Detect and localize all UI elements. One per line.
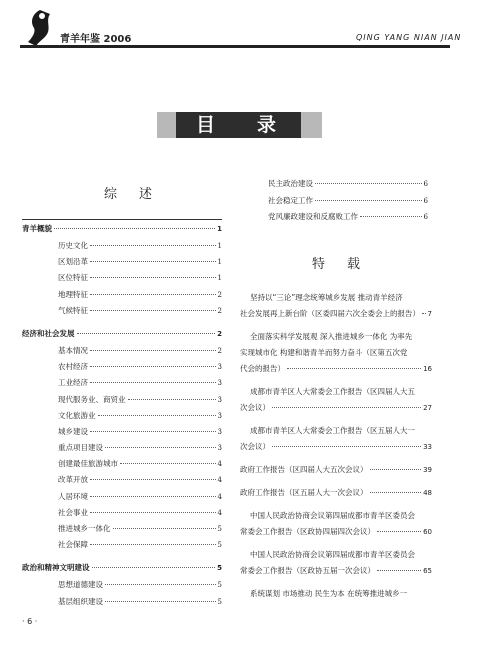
toc-item xyxy=(248,178,428,195)
toc-label: 社会稳定工作 xyxy=(268,195,313,205)
toc-label: 气候特征 xyxy=(58,305,88,315)
page-ref: 33 xyxy=(423,443,432,451)
feature-line: 中国人民政治协商会议第四届成都市青羊区委员会 xyxy=(250,511,415,520)
feature-line xyxy=(240,524,432,540)
toc-label: 社会保障 xyxy=(58,540,88,550)
toc-item xyxy=(22,394,222,410)
toc-label: 经济和社会发展 xyxy=(22,328,75,338)
leader-dots xyxy=(92,567,216,568)
toc-label: 工业经济 xyxy=(58,378,88,388)
leader-dots xyxy=(90,350,216,351)
feature-line: 全面落实科学发展观 深入推进城乡一体化 为率先 xyxy=(250,332,413,341)
feature-line: 系统谋划 市场推动 民生为本 在统筹推进城乡一 xyxy=(250,589,408,598)
yearbook-logo-icon xyxy=(22,8,58,48)
toc-label: 社会事业 xyxy=(58,507,88,517)
leader-dots xyxy=(272,446,421,447)
feature-entry xyxy=(240,485,432,501)
feature-line: 成都市青羊区人大常委会工作报告（区四届人大五 xyxy=(250,387,415,396)
toc-label: 次会议） xyxy=(240,403,270,412)
header-pinyin: QING YANG NIAN JIAN xyxy=(356,33,462,42)
leader-dots xyxy=(287,368,421,369)
toc-label: 文化旅游业 xyxy=(58,410,96,420)
toc-label: 人居环境 xyxy=(58,491,88,501)
toc-label: 基层组织建设 xyxy=(58,596,103,606)
leader-dots xyxy=(120,463,216,464)
toc-item xyxy=(22,579,222,595)
page-ref: 4 xyxy=(217,476,222,485)
toc-category xyxy=(22,562,222,579)
toc-item xyxy=(22,361,222,377)
section-title-overview: 综述 xyxy=(104,187,175,202)
page-ref: 2 xyxy=(217,346,222,355)
toc-label: 党风廉政建设和反腐败工作 xyxy=(268,212,358,221)
toc-label: 地理特征 xyxy=(58,289,88,299)
leader-dots xyxy=(90,479,216,480)
leader-dots xyxy=(105,447,216,448)
feature-line xyxy=(240,400,432,416)
page-ref: 39 xyxy=(423,466,432,474)
page-ref: 2 xyxy=(217,329,222,338)
toc-label: 社会发展再上新台阶（区委四届六次全委会上的报告） xyxy=(240,309,420,318)
page-ref: 4 xyxy=(217,508,222,517)
leader-dots xyxy=(98,415,216,416)
toc-item xyxy=(22,491,222,507)
leader-dots xyxy=(90,245,216,246)
page-ref: 5 xyxy=(217,581,222,590)
page-ref: 3 xyxy=(217,444,222,453)
feature-line: 成都市青羊区人大常委会工作报告（区五届人大一 xyxy=(250,426,415,435)
toc-item xyxy=(22,305,222,321)
page-ref: 1 xyxy=(217,242,222,250)
toc-label: 改革开放 xyxy=(58,475,88,485)
page-ref: 5 xyxy=(217,597,222,606)
feature-line xyxy=(240,462,432,478)
leader-dots xyxy=(315,183,422,184)
toc-label: 代会的报告） xyxy=(240,364,285,373)
toc-item xyxy=(22,442,222,458)
leader-dots xyxy=(315,200,422,201)
toc-item xyxy=(22,410,222,426)
toc-item xyxy=(22,272,222,288)
leader-dots xyxy=(90,512,216,513)
leader-dots xyxy=(272,407,421,408)
page-ref: 2 xyxy=(217,306,222,315)
page-ref: 3 xyxy=(217,395,222,404)
leader-dots xyxy=(90,261,216,262)
toc-category xyxy=(22,223,222,240)
toc-item xyxy=(22,474,222,490)
toc-item xyxy=(22,507,222,523)
feature-line: 坚持以“三论”理念统筹城乡发展 推动青羊经济 xyxy=(250,293,403,302)
leader-dots xyxy=(377,570,421,571)
toc-item xyxy=(22,458,222,474)
header-title: 青羊年鉴 2006 xyxy=(60,34,132,45)
feature-entry xyxy=(240,329,432,377)
leader-dots xyxy=(422,313,426,314)
leader-dots xyxy=(77,333,216,334)
toc-label: 创建最佳旅游城市 xyxy=(58,459,118,469)
feature-entry xyxy=(240,462,432,478)
toc-label: 政府工作报告（区五届人大一次会议） xyxy=(240,488,368,497)
toc-label: 推进城乡一体化 xyxy=(58,524,111,533)
toc-label: 常委会工作报告（区政协四届四次会议） xyxy=(240,527,375,536)
page-ref: 48 xyxy=(423,489,432,497)
page-ref: 7 xyxy=(427,310,432,318)
feature-line xyxy=(240,306,432,322)
page-ref: 2 xyxy=(217,290,222,299)
toc-item xyxy=(22,523,222,539)
page-ref: 4 xyxy=(217,492,222,501)
leader-dots xyxy=(54,228,215,229)
page-ref: 6 xyxy=(423,213,428,221)
toc-label: 青羊概貌 xyxy=(22,224,52,233)
page-ref: 5 xyxy=(217,525,222,533)
page-ref: 27 xyxy=(423,404,432,412)
leader-dots xyxy=(128,399,216,400)
toc-label: 常委会工作报告（区政协五届一次会议） xyxy=(240,566,375,575)
feature-line xyxy=(240,361,432,377)
toc-label: 政治和精神文明建设 xyxy=(22,563,90,573)
page-ref: 3 xyxy=(217,427,222,436)
leader-dots xyxy=(90,431,216,432)
section-rule xyxy=(22,219,222,220)
feature-entry xyxy=(240,586,432,602)
feature-line xyxy=(240,563,432,579)
toc-item xyxy=(22,596,222,612)
features-list xyxy=(240,290,432,609)
section-title-special: 特载 xyxy=(312,257,383,272)
toc-item xyxy=(248,211,428,228)
toc-label: 民主政治建设 xyxy=(268,179,313,188)
header-rule xyxy=(20,45,450,48)
toc-label: 城乡建设 xyxy=(58,426,88,436)
page-ref: 3 xyxy=(217,411,222,420)
page-ref: 1 xyxy=(217,225,222,233)
leader-dots xyxy=(105,584,216,585)
leader-dots xyxy=(90,496,216,497)
toc-item xyxy=(22,256,222,272)
toc-label: 现代服务业、商贸业 xyxy=(58,394,126,404)
feature-line: 中国人民政治协商会议第四届成都市青羊区委员会 xyxy=(250,550,415,559)
toc-label: 历史文化 xyxy=(58,241,88,250)
feature-line xyxy=(240,439,432,455)
toc-item xyxy=(22,289,222,305)
toc-label: 重点项目建设 xyxy=(58,443,103,453)
left-toc xyxy=(22,223,222,612)
page-ref: 16 xyxy=(423,365,432,373)
leader-dots xyxy=(370,492,422,493)
toc-label: 区位特征 xyxy=(58,273,88,283)
leader-dots xyxy=(90,310,216,311)
page-ref: 60 xyxy=(423,528,432,536)
page-ref: 6 xyxy=(423,180,428,188)
leader-dots xyxy=(90,277,216,278)
page-title: 目录 xyxy=(176,112,301,138)
page-ref: 3 xyxy=(217,363,222,372)
leader-dots xyxy=(360,216,422,217)
toc-label: 政府工作报告（区四届人大五次会议） xyxy=(240,465,368,474)
feature-entry xyxy=(240,547,432,579)
toc-label: 区划沿革 xyxy=(58,257,88,267)
toc-item xyxy=(22,240,222,256)
feature-line xyxy=(240,485,432,501)
leader-dots xyxy=(90,294,216,295)
feature-line: 实现城市化 构建和谐青羊而努力奋斗（区第五次党 xyxy=(240,348,408,357)
toc-item xyxy=(22,345,222,361)
toc-label: 基本情况 xyxy=(58,345,88,355)
toc-item xyxy=(22,539,222,555)
page-ref: 4 xyxy=(217,460,222,469)
toc-label: 次会议） xyxy=(240,442,270,451)
feature-entry xyxy=(240,384,432,416)
right-toc-top xyxy=(248,178,428,228)
page-ref: 1 xyxy=(217,274,222,283)
leader-dots xyxy=(90,382,216,383)
feature-entry xyxy=(240,423,432,455)
page-ref: 5 xyxy=(217,541,222,550)
toc-label: 思想道德建设 xyxy=(58,580,103,590)
toc-item xyxy=(248,195,428,212)
leader-dots xyxy=(370,469,422,470)
leader-dots xyxy=(90,366,216,367)
page-ref: 1 xyxy=(217,258,222,267)
page-ref: 65 xyxy=(423,567,432,575)
toc-category xyxy=(22,328,222,345)
leader-dots xyxy=(377,531,421,532)
toc-item xyxy=(22,377,222,393)
page-number: · 6 · xyxy=(22,617,38,626)
leader-dots xyxy=(113,528,216,529)
feature-entry xyxy=(240,508,432,540)
toc-label: 农村经济 xyxy=(58,362,88,372)
leader-dots xyxy=(105,601,216,602)
page-ref: 5 xyxy=(217,564,222,573)
page-ref: 3 xyxy=(217,379,222,388)
page-ref: 6 xyxy=(423,196,428,205)
leader-dots xyxy=(90,544,216,545)
toc-item xyxy=(22,426,222,442)
feature-entry xyxy=(240,290,432,322)
